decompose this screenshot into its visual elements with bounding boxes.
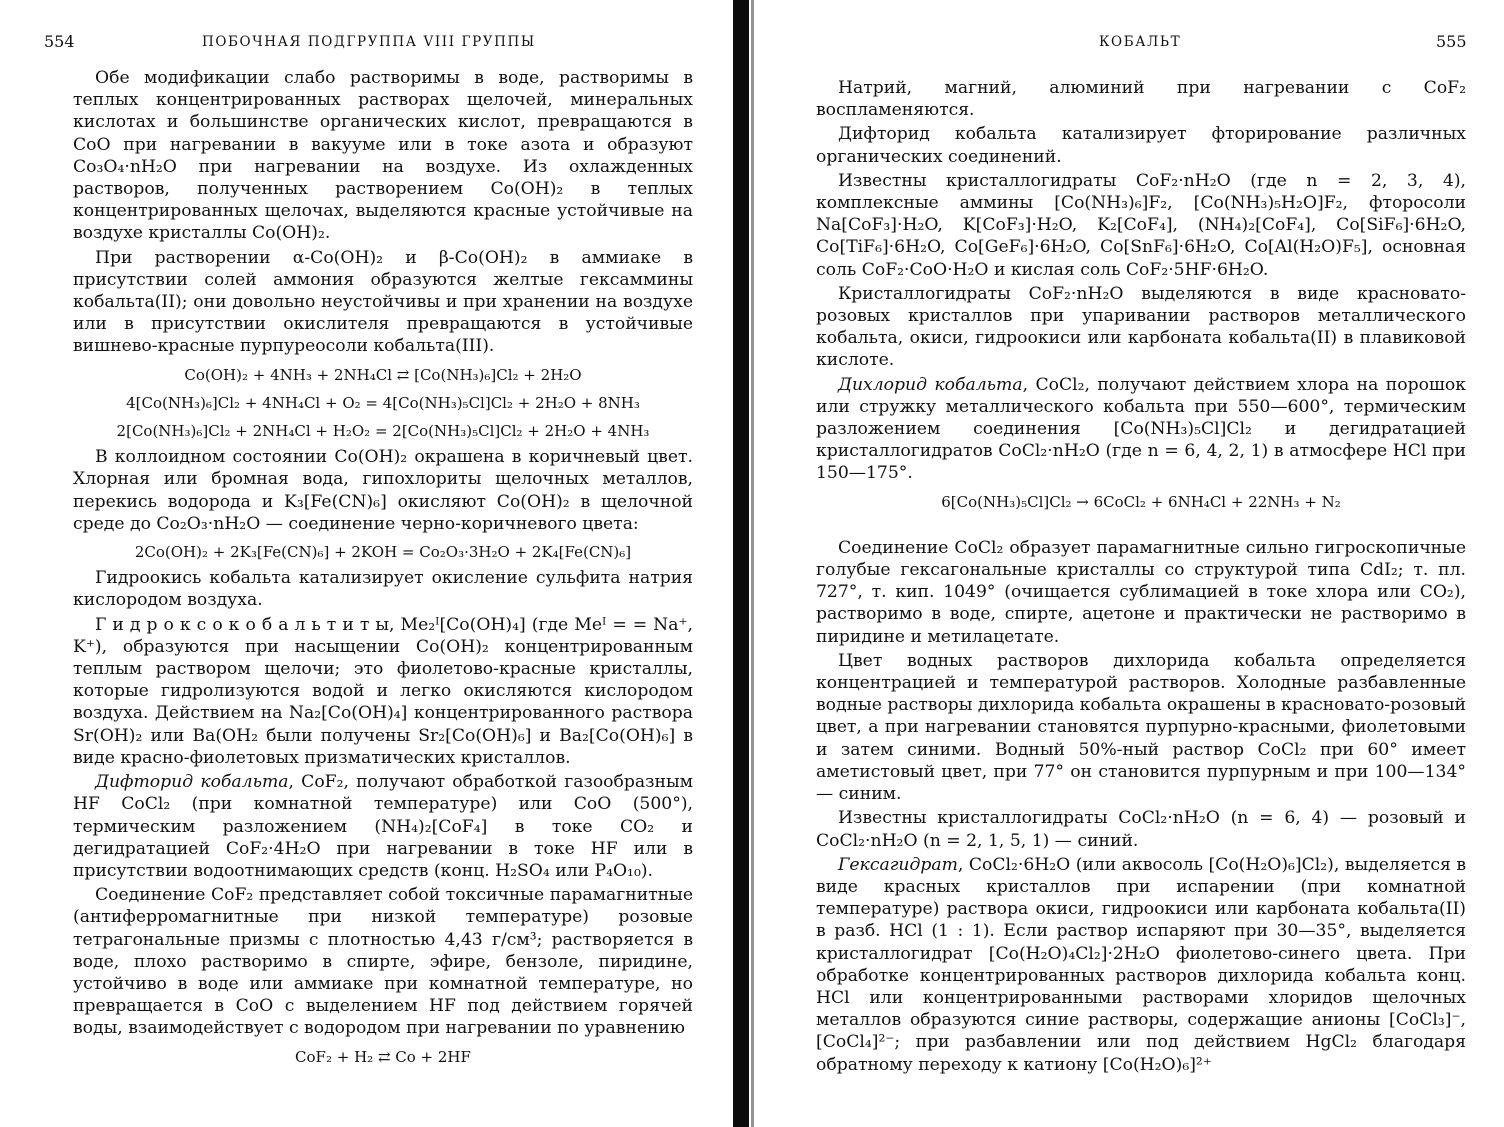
spacer bbox=[816, 517, 1466, 537]
paragraph: Дифторид кобальта катализирует фторирование различных органических соединений. bbox=[816, 124, 1466, 167]
paragraph: Кристаллогидраты CoF₂·nH₂O выделяются в виде красновато-розовых кристаллов при упаривании растворов металлического кобальта, окиси, гидроокиси или карбоната кобальта(II) в плавиковой кислоте. bbox=[816, 283, 1466, 371]
paragraph: Обе модификации слабо растворимы в воде, растворимы в теплых концентрированных растворах щелочей, минеральных кислотах и большинстве органических кислот, превращаются в CoO при нагревании в вакууме или в токе азота и образуют Co₃O₄·nH₂O при нагревании на воздухе. Из охлажденных растворов, полученных растворением Co(OH)₂ в теплых концентрированных щелочах, выделяются красные устойчивые на воздухе кристаллы Co(OH)₂. bbox=[73, 68, 693, 244]
paragraph: Гидроокись кобальта катализирует окисление сульфита натрия кислородом воздуха. bbox=[73, 568, 693, 611]
paragraph-text: , CoCl₂·6H₂O (или аквосоль [Co(H₂O)₆]Cl₂), выделяется в виде красных кристаллов при испарении (при комнатной температуре) раствора окиси, гидроокиси или карбоната кобальта(II) в разб. HCl (1 : 1). Если раствор испаряют при 30—35°, выделяется кристаллогидрат [Co(H₂O)₄Cl₂]·2H₂O фиолетово-синего цвета. При обработке концентрированных растворов дихлорида кобальта конц. HCl или концентрированными растворами хлоридов щелочных металлов образуются синие растворы, содержащие анионы [CoCl₃]⁻, [CoCl₄]²⁻; при разбавлении или под действием HgCl₂ благодаря обратному переходу к катиону [Co(H₂O)₆]²⁺ bbox=[816, 854, 1466, 1075]
paragraph-lead-term: Дифторид кобальта bbox=[95, 772, 289, 793]
paragraph bbox=[816, 854, 1466, 1076]
paragraph: Цвет водных растворов дихлорида кобальта определяется концентрацией и температурой растворов. Холодные разбавленные водные растворы дихлорида кобальта окрашены в красновато-розовый цвет, а при нагревании становятся пурпурно-красными, фиолетовыми и затем синими. Водный 50%-ный раствор CoCl₂ при 60° имеет аметистовый цвет, при 77° он становится пурпурным и при 100—134° — синим. bbox=[816, 650, 1466, 805]
paragraph bbox=[816, 374, 1466, 485]
equation: CoF₂ + H₂ ⇄ Co + 2HF bbox=[295, 1047, 471, 1066]
left-page-body bbox=[73, 67, 693, 1072]
paragraph-text: , CoCl₂, получают действием хлора на порошок или стружку металлического кобальта при 550—600°, термическим разложением соединения [Co(NH₃)₅Cl]Cl₂ и дегидратацией кристаллогидратов CoCl₂·nH₂O (где n = 6, 4, 2, 1) в атмосфере HCl при 150—175°. bbox=[816, 374, 1467, 484]
right-running-head: КОБАЛЬТ bbox=[1099, 34, 1182, 50]
right-page-number: 555 bbox=[1436, 32, 1467, 51]
book-spine-gutter bbox=[733, 0, 749, 1127]
left-page-header bbox=[0, 32, 732, 62]
right-page bbox=[754, 0, 1504, 1127]
right-page-body bbox=[816, 77, 1466, 1078]
equation: 2[Co(NH₃)₆]Cl₂ + 2NH₄Cl + H₂O₂ = 2[Co(NH₃)₅Cl]Cl₂ + 2H₂O + 4NH₃ bbox=[116, 422, 650, 441]
paragraph-lead-term: Гексагидрат bbox=[838, 854, 958, 875]
paragraph: Соединение CoF₂ представляет собой токсичные парамагнитные (антиферромагнитные при низкой температуре) розовые тетрагональные призмы с плотностью 4,43 г/см³; растворяется в воде, плохо растворимо в спирте, эфире, бензоле, пиридине, устойчиво в воде или аммиаке при комнатной температуре, но превращается в CoO с выделением HF под действием горячей воды, взаимодействует с водородом при нагревании по уравнению bbox=[73, 885, 693, 1039]
equation: 6[Co(NH₃)₅Cl]Cl₂ → 6CoCl₂ + 6NH₄Cl + 22NH₃ + N₂ bbox=[941, 492, 1341, 511]
equation: Co(OH)₂ + 4NH₃ + 2NH₄Cl ⇄ [Co(NH₃)₆]Cl₂ + 2H₂O bbox=[184, 365, 582, 384]
paragraph: Соединение CoCl₂ образует парамагнитные сильно гигроскопичные голубые гексагональные кристаллы со структурой типа CdI₂; т. пл. 727°, т. кип. 1049° (очищается сублимацией в токе хлора или CO₂), растворимо в воде, спирте, ацетоне и практически не растворимо в пиридине и метилацетате. bbox=[816, 537, 1466, 647]
paragraph: В коллоидном состоянии Co(OH)₂ окрашена в коричневый цвет. Хлорная или бромная вода, гипохлориты щелочных металлов, перекись водорода и K₃[Fe(CN)₆] окисляют Co(OH)₂ в щелочной среде до Co₂O₃·nH₂O — соединение черно-коричневого цвета: bbox=[73, 447, 693, 534]
paragraph: При растворении α-Co(OH)₂ и β-Co(OH)₂ в аммиаке в присутствии солей аммония образуются желтые гексаммины кобальта(II); они довольно неустойчивы и при хранении на воздухе или в присутствии окислителя превращаются в устойчивые вишнево-красные пурпуреосоли кобальта(III). bbox=[73, 247, 693, 357]
left-running-head: ПОБОЧНАЯ ПОДГРУППА VIII ГРУППЫ bbox=[202, 34, 536, 50]
left-page-number: 554 bbox=[44, 32, 75, 51]
paragraph: Известны кристаллогидраты CoCl₂·nH₂O (n = 6, 4) — розовый и CoCl₂·nH₂O (n = 2, 1, 5, 1) — синий. bbox=[816, 808, 1466, 851]
equation: 2Co(OH)₂ + 2K₃[Fe(CN)₆] + 2KOH = Co₂O₃·3H₂O + 2K₄[Fe(CN)₆] bbox=[134, 543, 632, 562]
equation: 4[Co(NH₃)₆]Cl₂ + 4NH₄Cl + O₂ = 4[Co(NH₃)₅Cl]Cl₂ + 2H₂O + 8NH₃ bbox=[126, 393, 640, 412]
paragraph-text: , CoF₂, получают обработкой газообразным HF CoCl₂ (при комнатной температуре) или CoO (500°), термическим разложением (NH₄)₂[CoF₄] в токе CO₂ и дегидратацией CoF₂·4H₂O при нагревании в токе HF или в присутствии водоотнимающих средств (конц. H₂SO₄ или P₄O₁₀). bbox=[73, 772, 693, 881]
paragraph-lead-term: Дихлорид кобальта bbox=[838, 374, 1023, 395]
paragraph: Натрий, магний, алюминий при нагревании с CoF₂ воспламеняются. bbox=[816, 78, 1466, 121]
right-page-header bbox=[754, 32, 1504, 62]
left-page bbox=[0, 0, 732, 1127]
paragraph: Известны кристаллогидраты CoF₂·nH₂O (где n = 2, 3, 4), комплексные аммины [Co(NH₃)₆]F₂, [Co(NH₃)₅H₂O]F₂, фторосоли Na[CoF₃]·H₂O, K[CoF₃]·H₂O, K₂[CoF₄], (NH₄)₂[CoF₄], Co[SiF₆]·6H₂O, Co[TiF₆]·6H₂O, Co[GeF₆]·6H₂O, Co[SnF₆]·6H₂O, Co[Al(H₂O)F₅], основная соль CoF₂·CoO·H₂O и кислая соль CoF₂·5HF·6H₂O. bbox=[816, 170, 1466, 280]
paragraph: Г и д р о к с о к о б а л ь т и т ы, Me₂ᴵ[Co(OH)₄] (где Meᴵ = = Na⁺, K⁺), образуются при насыщении Co(OH)₂ концентрированным теплым раствором щелочи; это фиолетово-красные кристаллы, которые гидролизуются водой и легко окисляются кислородом воздуха. Действием на Na₂[Co(OH)₄] концентрированного раствора Sr(OH)₂ или Ba(OH₂ были получены Sr₂[Co(OH)₆] и Ba₂[Co(OH)₆] в виде красно-фиолетовых призматических кристаллов. bbox=[73, 614, 693, 768]
paragraph bbox=[73, 771, 693, 882]
